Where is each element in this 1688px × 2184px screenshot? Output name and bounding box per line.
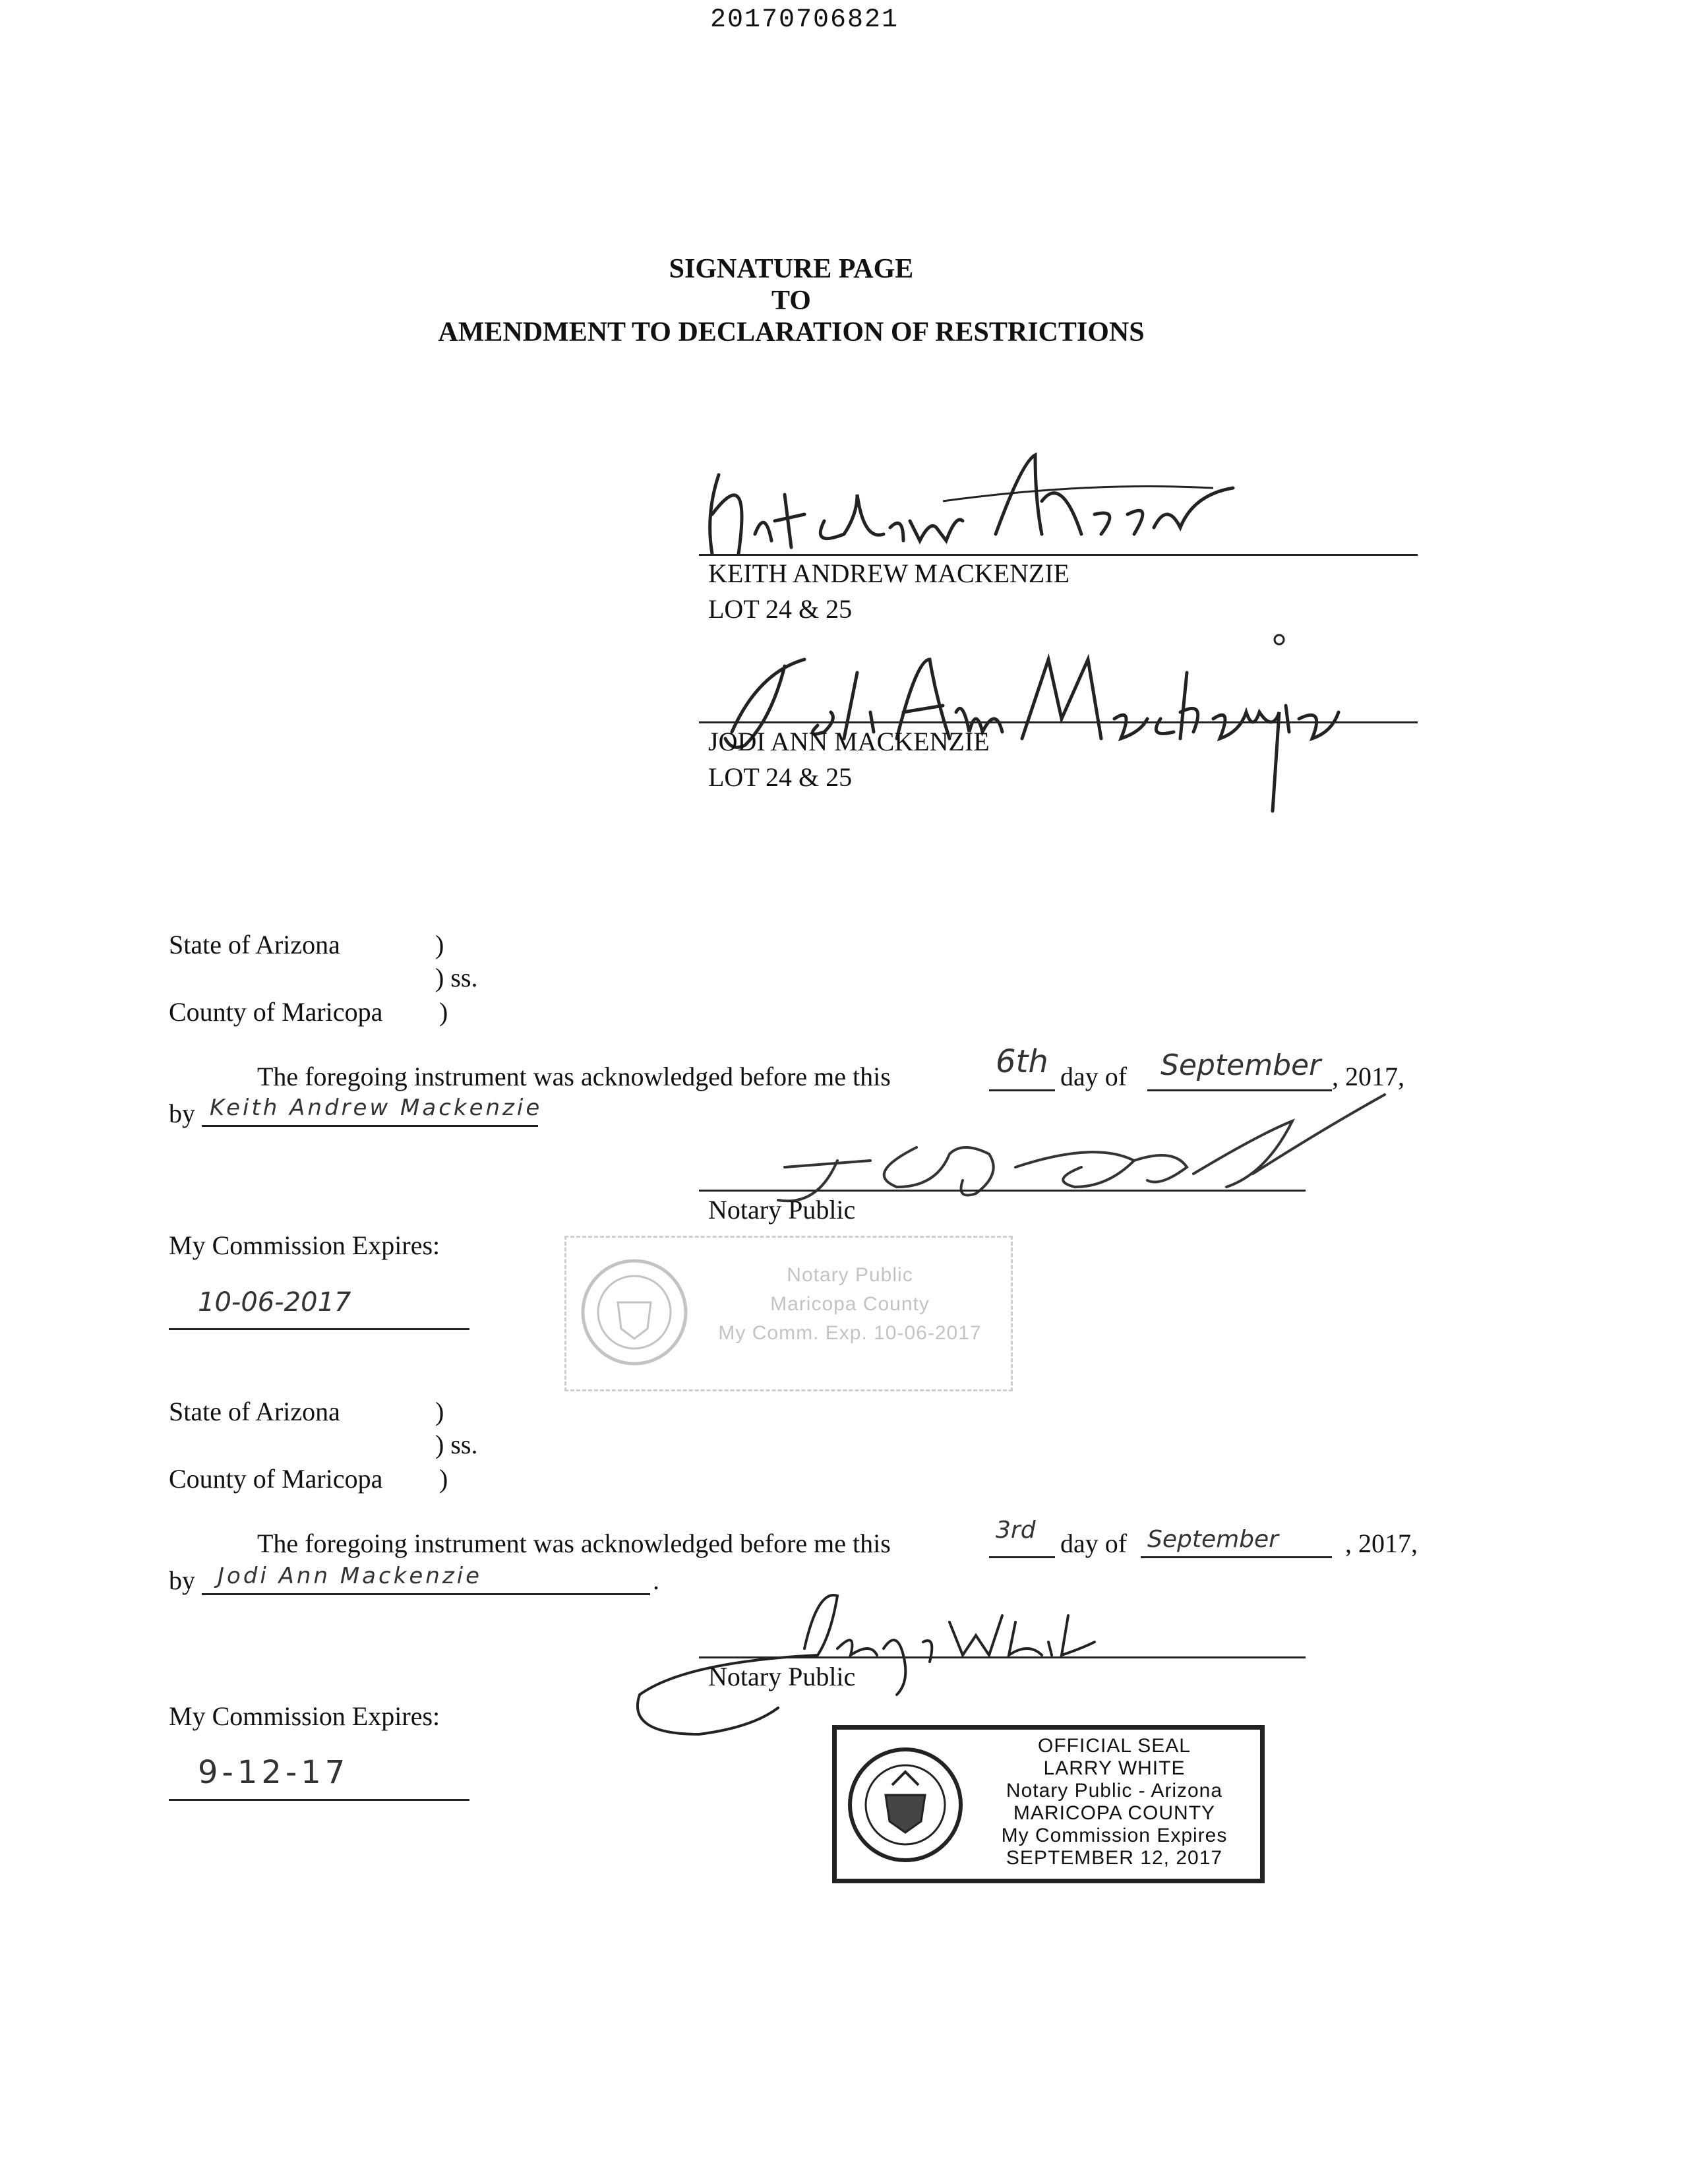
- commission-label: My Commission Expires:: [169, 1701, 440, 1731]
- day-of-label: day of: [1060, 1529, 1128, 1558]
- acknowledgment-sentence: The foregoing instrument was acknowledged before me this: [257, 1062, 891, 1091]
- ss-label: ) ss.: [435, 963, 478, 992]
- acknowledgment-sentence: The foregoing instrument was acknowledged before me this: [257, 1529, 891, 1558]
- signer-1-name: KEITH ANDREW MACKENZIE: [708, 559, 1070, 588]
- official-seal-stamp: [832, 1725, 1265, 1883]
- county-label: County of Maricopa: [169, 997, 383, 1027]
- commission-label: My Commission Expires:: [169, 1230, 440, 1260]
- official-seal-expiry: SEPTEMBER 12, 2017: [1006, 1847, 1223, 1869]
- handwritten-month: September: [1147, 1526, 1279, 1553]
- signer-2-name: JODI ANN MACKENZIE: [708, 727, 990, 756]
- venue-paren: ): [439, 997, 448, 1027]
- arizona-state-seal-emblem: [846, 1745, 965, 1864]
- handwritten-name: Jodi Ann Mackenzie: [218, 1563, 483, 1589]
- by-label: by: [169, 1565, 195, 1595]
- official-seal-name: LARRY WHITE: [1043, 1757, 1186, 1779]
- day-of-label: day of: [1060, 1062, 1128, 1091]
- keith-signature: [692, 435, 1233, 567]
- venue-paren: ): [435, 930, 444, 959]
- faded-seal-line: Notary Public: [787, 1264, 913, 1286]
- heading-line-3: AMENDMENT TO DECLARATION OF RESTRICTIONS: [438, 317, 1145, 348]
- official-seal-title-line: Notary Public - Arizona: [1006, 1780, 1223, 1802]
- faded-seal-line: Maricopa County: [770, 1293, 930, 1315]
- county-label: County of Maricopa: [169, 1464, 383, 1494]
- notary-1-signature: [765, 1088, 1398, 1220]
- ss-label: ) ss.: [435, 1430, 478, 1459]
- official-seal-title: OFFICIAL SEAL: [1038, 1735, 1191, 1757]
- handwritten-day: 3rd: [996, 1517, 1036, 1544]
- year-label: , 2017,: [1345, 1529, 1418, 1558]
- official-seal-commission: My Commission Expires: [1001, 1825, 1228, 1846]
- handwritten-month: September: [1160, 1048, 1321, 1082]
- venue-paren: ): [439, 1464, 448, 1494]
- recording-number: 20170706821: [709, 5, 899, 35]
- year-label: , 2017,: [1332, 1062, 1404, 1091]
- heading-line-2: TO: [771, 286, 811, 316]
- official-seal-county: MARICOPA COUNTY: [1013, 1802, 1216, 1824]
- notary-public-label: Notary Public: [708, 1662, 856, 1691]
- commission-date-handwritten: 9-12-17: [198, 1754, 349, 1791]
- commission-date-handwritten: 10-06-2017: [198, 1287, 351, 1318]
- faded-notary-stamp: [564, 1236, 1013, 1391]
- notary-public-label: Notary Public: [708, 1195, 856, 1225]
- venue-paren: ): [435, 1397, 444, 1426]
- signer-1-lot: LOT 24 & 25: [708, 594, 853, 624]
- handwritten-day: 6th: [996, 1043, 1048, 1080]
- notary-2-signature: [620, 1576, 1147, 1734]
- state-label: State of Arizona: [169, 930, 340, 959]
- sentence-period: .: [653, 1565, 659, 1595]
- state-label: State of Arizona: [169, 1397, 340, 1426]
- signer-2-lot: LOT 24 & 25: [708, 762, 853, 792]
- faded-seal-emblem: [578, 1256, 690, 1368]
- faded-seal-line: My Comm. Exp. 10-06-2017: [718, 1322, 982, 1344]
- heading-line-1: SIGNATURE PAGE: [669, 254, 914, 284]
- by-label: by: [169, 1099, 195, 1128]
- handwritten-name: Keith Andrew Mackenzie: [210, 1095, 543, 1121]
